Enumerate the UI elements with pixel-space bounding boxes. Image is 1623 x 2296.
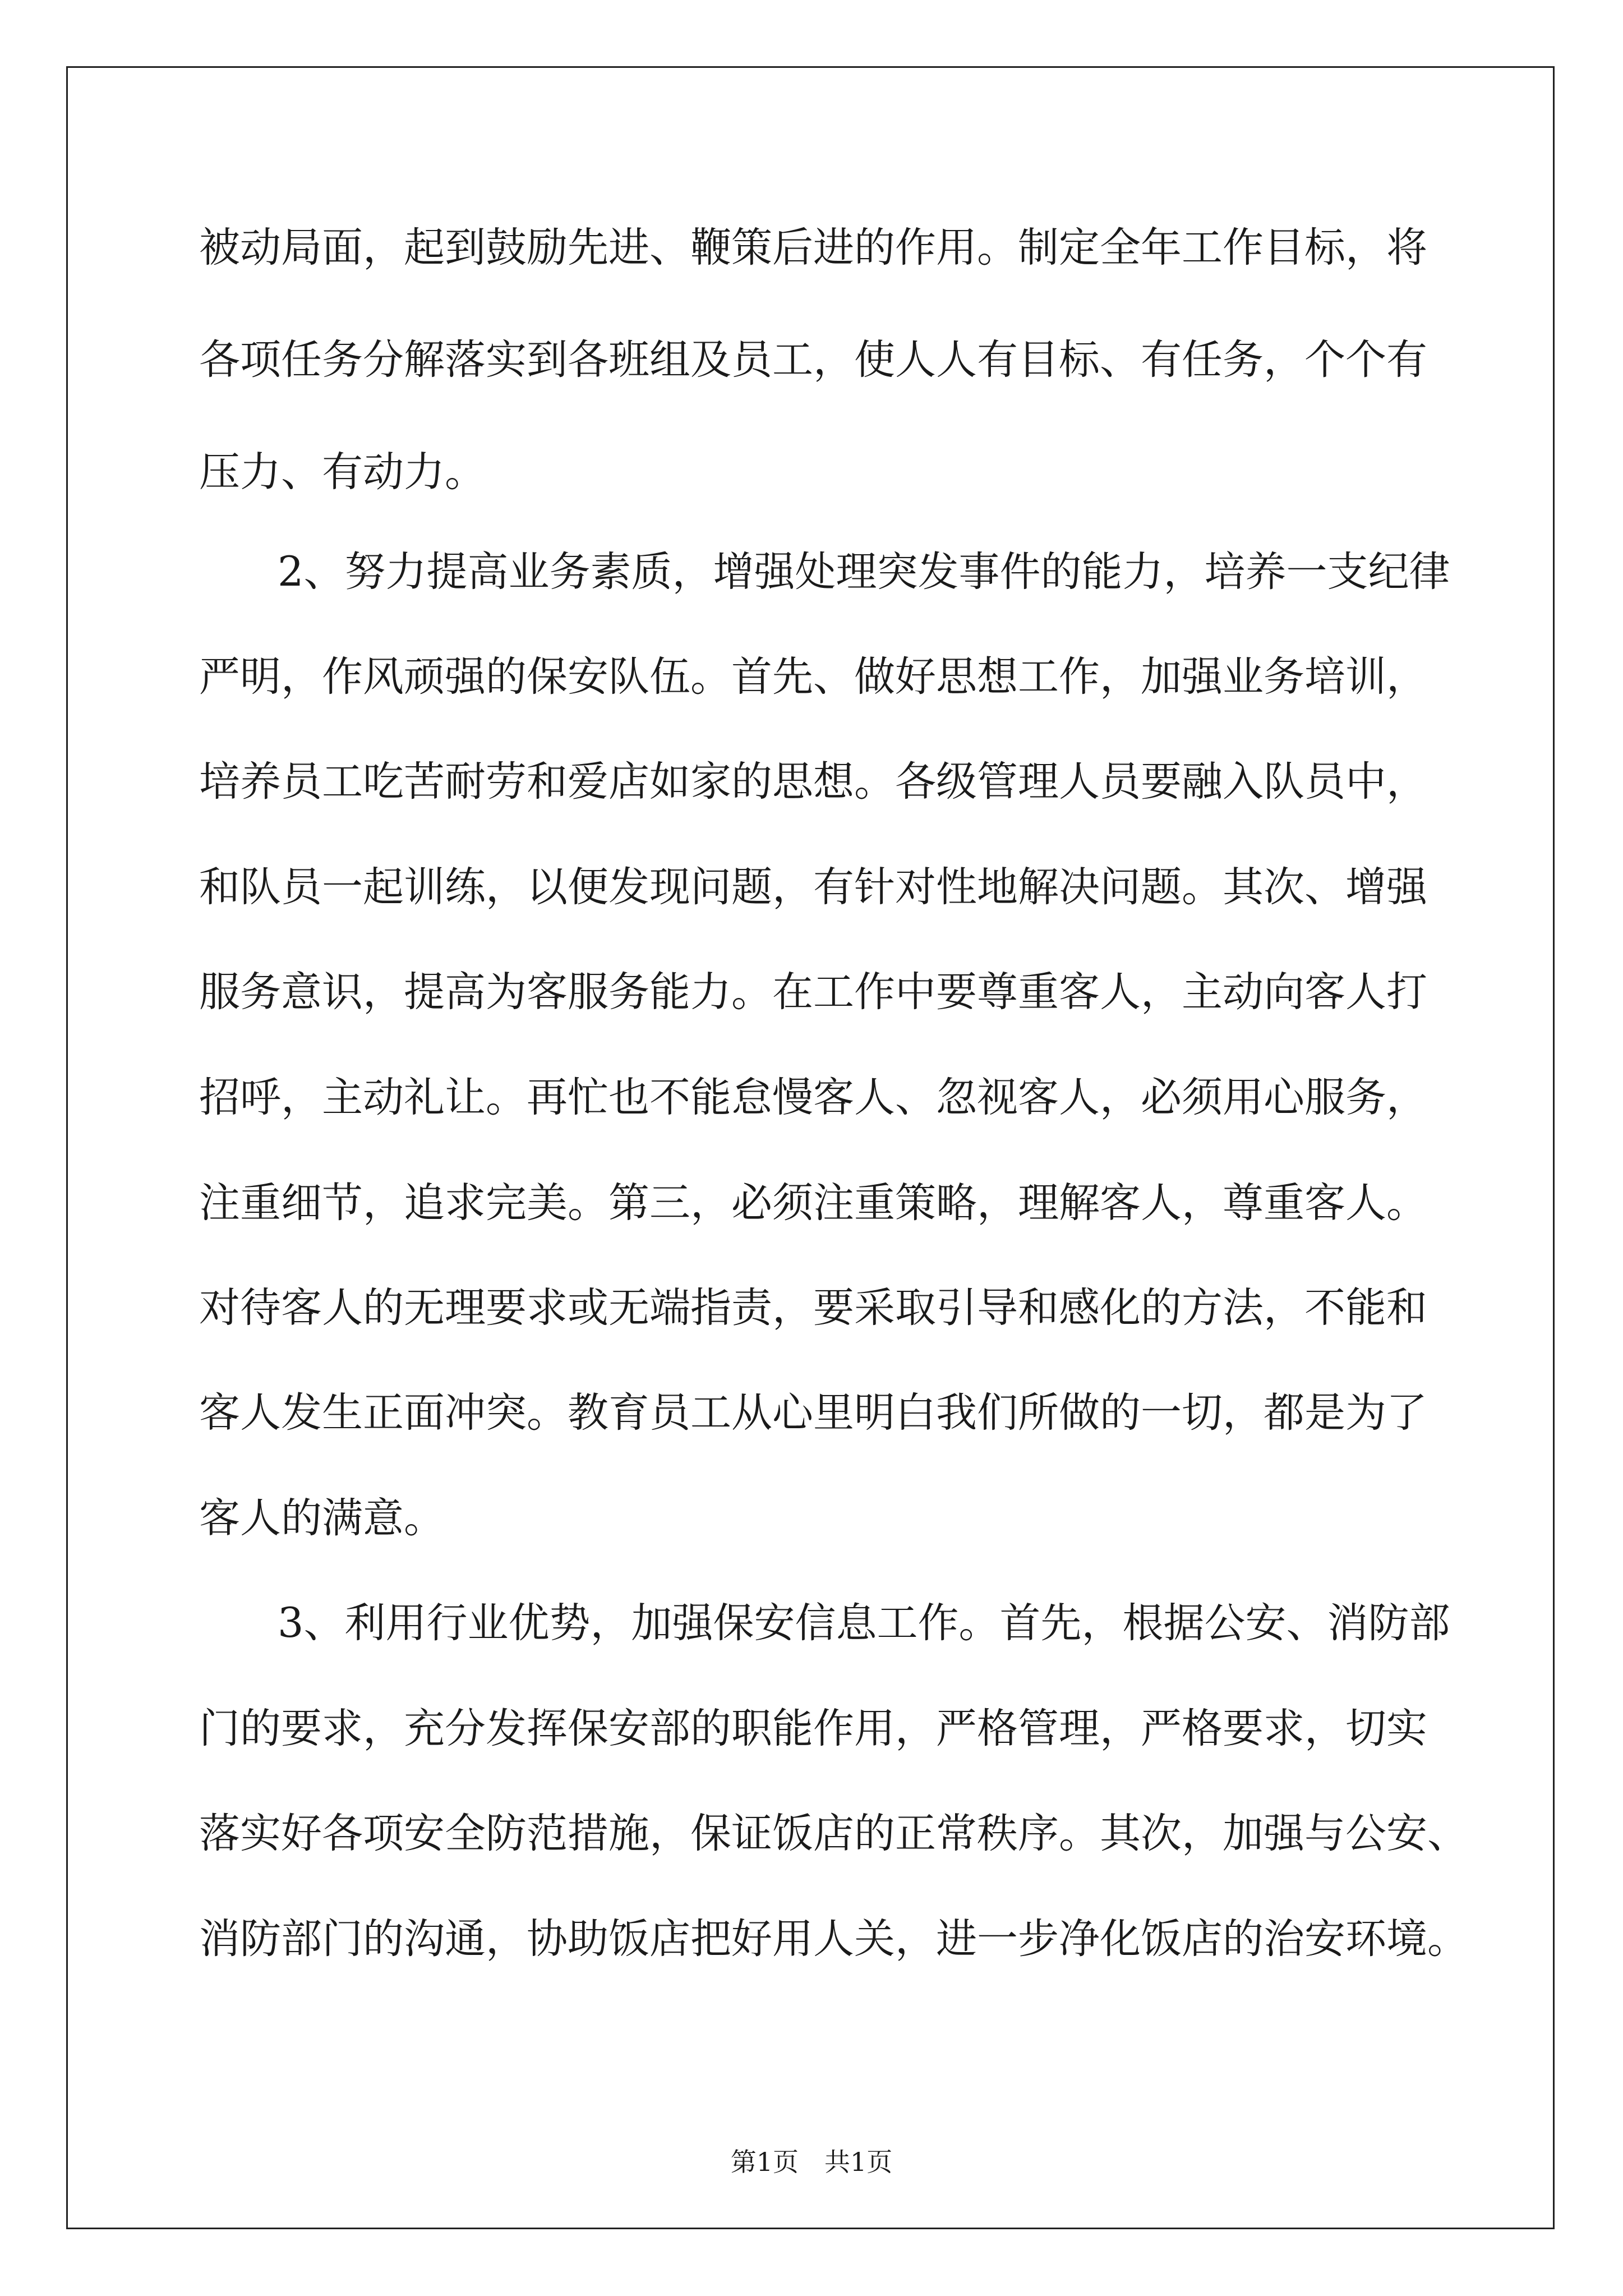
body-line: 消防部门的沟通，协助饭店把好用人关，进一步净化饭店的治安环境。 [199,1915,1468,1963]
paragraph-start-line: 2、努力提高业务素质，增强处理突发事件的能力，培养一支纪律 [278,548,1450,596]
body-line: 压力、有动力。 [199,448,486,496]
page-number-footer: 第1页 共1页 [730,2147,893,2177]
body-line: 服务意识，提高为客服务能力。在工作中要尊重客人，主动向客人打 [199,968,1427,1016]
body-line: 客人的满意。 [199,1494,445,1542]
body-line: 门的要求，充分发挥保安部的职能作用，严格管理，严格要求，切实 [199,1705,1427,1752]
body-line: 培养员工吃苦耐劳和爱店如家的思想。各级管理人员要融入队员中， [199,758,1427,806]
body-line: 严明，作风顽强的保安队伍。首先、做好思想工作，加强业务培训， [199,653,1427,701]
body-line: 被动局面，起到鼓励先进、鞭策后进的作用。制定全年工作目标，将 [199,224,1427,272]
body-line: 和队员一起训练，以便发现问题，有针对性地解决问题。其次、增强 [199,863,1427,911]
body-line: 各项任务分解落实到各班组及员工，使人人有目标、有任务，个个有 [199,336,1427,384]
paragraph-start-line: 3、利用行业优势，加强保安信息工作。首先，根据公安、消防部 [278,1599,1450,1647]
page-border [66,66,1555,2229]
body-line: 招呼，主动礼让。再忙也不能怠慢客人、忽视客人，必须用心服务， [199,1074,1427,1121]
body-line: 注重细节，追求完美。第三，必须注重策略，理解客人，尊重客人。 [199,1179,1427,1227]
body-line: 落实好各项安全防范措施，保证饭店的正常秩序。其次，加强与公安、 [199,1810,1468,1857]
body-line: 对待客人的无理要求或无端指责，要采取引导和感化的方法，不能和 [199,1284,1427,1332]
body-line: 客人发生正面冲突。教育员工从心里明白我们所做的一切，都是为了 [199,1389,1427,1437]
